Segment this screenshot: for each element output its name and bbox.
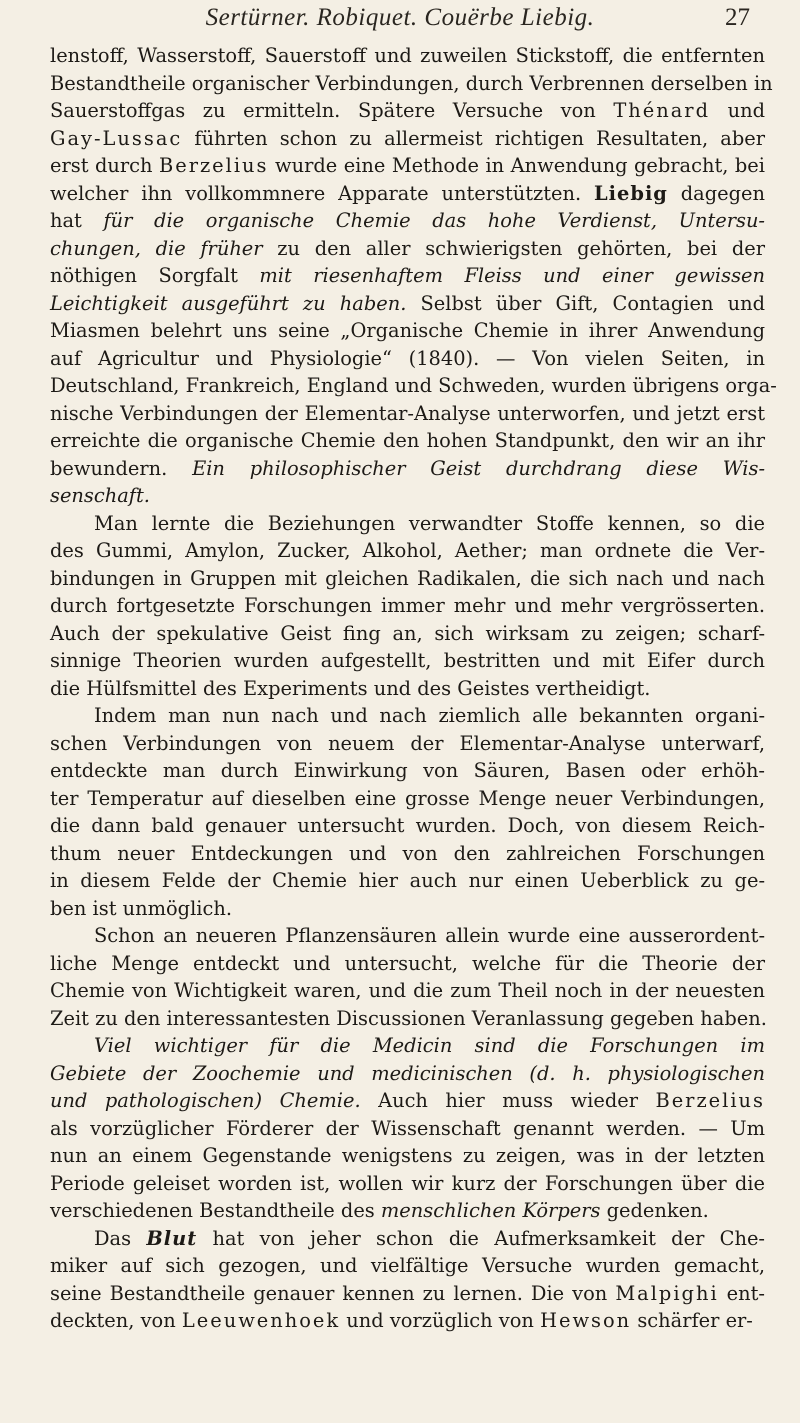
- text-run: des Gummi, Amylon, Zucker, Alkohol, Aether; man ordnete die Ver-: [50, 539, 765, 562]
- text-run: wurde eine Methode in Anwendung gebracht, bei: [268, 154, 765, 177]
- text-run: in diesem Felde der Chemie hier auch nur einen Ueberblick zu ge-: [50, 869, 765, 892]
- text-line: [50, 70, 773, 98]
- text-line: [50, 675, 765, 703]
- text-run: Periode geleiset worden ist, wollen wir kurz der Forschungen über die: [50, 1171, 765, 1195]
- page-number: 27: [725, 4, 750, 31]
- text-run: ter Temperatur auf dieselben eine grosse Menge neuer Verbindungen,: [50, 786, 765, 810]
- text-run: Auch hier muss wieder: [360, 1089, 656, 1112]
- text-line: [50, 97, 765, 125]
- text-run: Auch der spekulative Geist fing an, sich wirksam zu zeigen; scharf-: [50, 621, 765, 645]
- text-run: Schon an neueren Pflanzensäuren allein wurde eine ausserordent-: [94, 924, 765, 947]
- text-line: [50, 537, 765, 565]
- text-line: [50, 620, 765, 648]
- text-line: [50, 647, 765, 675]
- text-run: führten schon zu allermeist richtigen Resultaten, aber: [182, 126, 765, 150]
- text-line: [50, 400, 765, 428]
- text-line: [50, 867, 765, 895]
- text-run: verschiedenen Bestandtheile des: [50, 1199, 381, 1222]
- text-run: Zeit zu den interessantesten Discussionen Veranlassung gegeben haben.: [50, 1006, 767, 1030]
- text-run: Berzelius: [158, 154, 269, 177]
- text-line: [50, 840, 765, 868]
- text-line: [50, 482, 765, 510]
- text-run: ben ist unmöglich.: [50, 896, 233, 920]
- text-run: thum neuer Entdeckungen und von den zahlreichen Forschungen: [50, 841, 765, 865]
- text-run: hat: [50, 209, 104, 232]
- text-run: entdeckte man durch Einwirkung von Säuren, Basen oder erhöh-: [50, 759, 765, 782]
- text-line: [50, 180, 765, 208]
- text-run: Man lernte die Beziehungen verwandter Stoffe kennen, so die: [94, 511, 765, 535]
- text-run: Selbst über Gift, Contagien und: [406, 291, 765, 315]
- text-run: Viel wichtiger für die Medicin sind die Forschungen im: [94, 1034, 765, 1057]
- text-line: [50, 42, 765, 70]
- text-line: [50, 207, 765, 235]
- text-run: Bestandtheile organischer Verbindungen, durch Verbrennen derselben in: [50, 71, 773, 95]
- text-run: miker auf sich gezogen, und vielfältige Versuche wurden gemacht,: [50, 1254, 765, 1277]
- text-line: [50, 262, 765, 290]
- text-run: Deutschland, Frankreich, England und Schweden, wurden übrigens orga-: [50, 374, 777, 397]
- text-run: lenstoff, Wasserstoff, Sauerstoff und zuweilen Stickstoff, die entfernten: [50, 44, 765, 67]
- page-header: [0, 4, 800, 44]
- text-run: menschlichen Körpers: [380, 1199, 601, 1222]
- text-line: [50, 1005, 765, 1033]
- text-run: liche Menge entdeckt und untersucht, welche für die Theorie der: [50, 951, 765, 975]
- text-run: sinnige Theorien wurden aufgestellt, bestritten und mit Eifer durch: [50, 649, 765, 672]
- text-run: Thénard: [613, 99, 710, 122]
- text-run: Berzelius: [655, 1089, 765, 1112]
- text-line: [50, 1060, 765, 1088]
- text-line: [50, 565, 765, 593]
- text-run: hat von jeher schon die Aufmerksamkeit der Che-: [197, 1226, 765, 1250]
- text-run: die dann bald genauer untersucht wurden. Doch, von diesem Reich-: [50, 814, 765, 837]
- text-run: für die organische Chemie das hohe Verdienst, Untersu-: [103, 209, 765, 232]
- text-run: und: [710, 99, 765, 122]
- text-line: [50, 372, 777, 400]
- text-run: Malpighi: [615, 1281, 719, 1305]
- text-line: [50, 730, 765, 758]
- text-run: dagegen: [667, 181, 765, 205]
- text-run: Gebiete der Zoochemie und medicinischen (d. h. physiologischen: [50, 1061, 765, 1085]
- text-line: [50, 1197, 765, 1225]
- text-run: die Hülfsmittel des Experiments und des Geistes vertheidigt.: [50, 676, 651, 700]
- text-line: [50, 922, 765, 950]
- text-line: [50, 152, 765, 180]
- text-run: Hewson: [540, 1309, 632, 1332]
- running-title: Sertürner. Robiquet. Couërbe Liebig.: [205, 4, 595, 31]
- text-run: welcher ihn vollkommnere Apparate unterstützten.: [50, 181, 595, 205]
- text-run: Liebig: [594, 181, 668, 205]
- text-run: Gay-Lussac: [50, 126, 183, 150]
- text-run: Chemie von Wichtigkeit waren, und die zum Theil noch in der neuesten: [50, 979, 765, 1002]
- text-line: [50, 510, 765, 538]
- text-line: [50, 1307, 765, 1335]
- text-line: [50, 1280, 765, 1308]
- text-run: auf Agricultur und Physiologie“ (1840). — Von vielen Seiten, in: [50, 346, 765, 370]
- text-run: schärfer er-: [631, 1309, 753, 1332]
- text-line: [50, 812, 765, 840]
- text-line: [50, 290, 765, 318]
- text-run: Leeuwenhoek: [181, 1309, 341, 1332]
- text-run: deckten, von: [50, 1309, 182, 1332]
- text-line: [50, 455, 765, 483]
- text-line: [50, 427, 765, 455]
- text-line: [50, 235, 765, 263]
- text-line: [50, 345, 765, 373]
- text-run: chungen, die früher: [50, 236, 263, 260]
- text-run: Das: [94, 1226, 147, 1250]
- text-run: schen Verbindungen von neuem der Elementar-Analyse unterwarf,: [50, 731, 765, 755]
- text-run: und pathologischen) Chemie.: [50, 1089, 361, 1112]
- text-run: durch fortgesetzte Forschungen immer mehr und mehr vergrösserten.: [50, 594, 765, 617]
- text-run: als vorzüglicher Förderer der Wissenschaft genannt werden. — Um: [50, 1116, 765, 1140]
- text-run: Ein philosophischer Geist durchdrang diese Wis-: [192, 456, 766, 480]
- text-run: mit riesenhaftem Fleiss und einer gewissen: [259, 264, 765, 287]
- text-line: [50, 592, 765, 620]
- text-line: [50, 1252, 765, 1280]
- text-run: Sauerstoffgas zu ermitteln. Spätere Versuche von: [50, 99, 614, 122]
- text-line: [50, 702, 765, 730]
- text-line: [50, 1087, 765, 1115]
- text-run: gedenken.: [600, 1199, 709, 1222]
- text-line: [50, 977, 765, 1005]
- text-run: nische Verbindungen der Elementar-Analyse unterworfen, und jetzt erst: [50, 401, 765, 425]
- text-run: seine Bestandtheile genauer kennen zu lernen. Die von: [50, 1281, 616, 1305]
- body-text: [50, 42, 777, 1335]
- text-run: bewundern.: [50, 456, 193, 480]
- text-run: senschaft.: [50, 484, 150, 507]
- text-run: Indem man nun nach und nach ziemlich alle bekannten organi-: [94, 704, 765, 727]
- text-line: [50, 1142, 765, 1170]
- text-run: zu den aller schwierigsten gehörten, bei der: [262, 236, 766, 260]
- text-line: [50, 1225, 765, 1253]
- text-run: Blut: [146, 1226, 198, 1250]
- text-line: [50, 785, 765, 813]
- text-line: [50, 1170, 765, 1198]
- text-run: Miasmen belehrt uns seine „Organische Chemie in ihrer Anwendung: [50, 319, 765, 342]
- text-line: [50, 950, 765, 978]
- text-line: [50, 317, 765, 345]
- text-line: [50, 757, 765, 785]
- text-run: nun an einem Gegenstande wenigstens zu zeigen, was in der letzten: [50, 1144, 765, 1167]
- text-run: Leichtigkeit ausgeführt zu haben.: [50, 291, 407, 315]
- text-line: [50, 1115, 765, 1143]
- text-run: erreichte die organische Chemie den hohen Standpunkt, den wir an ihr: [50, 429, 765, 452]
- text-run: ent-: [718, 1281, 765, 1305]
- text-run: und vorzüglich von: [340, 1309, 541, 1332]
- text-run: erst durch: [50, 154, 159, 177]
- text-run: bindungen in Gruppen mit gleichen Radikalen, die sich nach und nach: [50, 566, 765, 590]
- text-line: [50, 1032, 765, 1060]
- text-line: [50, 895, 765, 923]
- text-line: [50, 125, 765, 153]
- text-run: nöthigen Sorgfalt: [50, 264, 260, 287]
